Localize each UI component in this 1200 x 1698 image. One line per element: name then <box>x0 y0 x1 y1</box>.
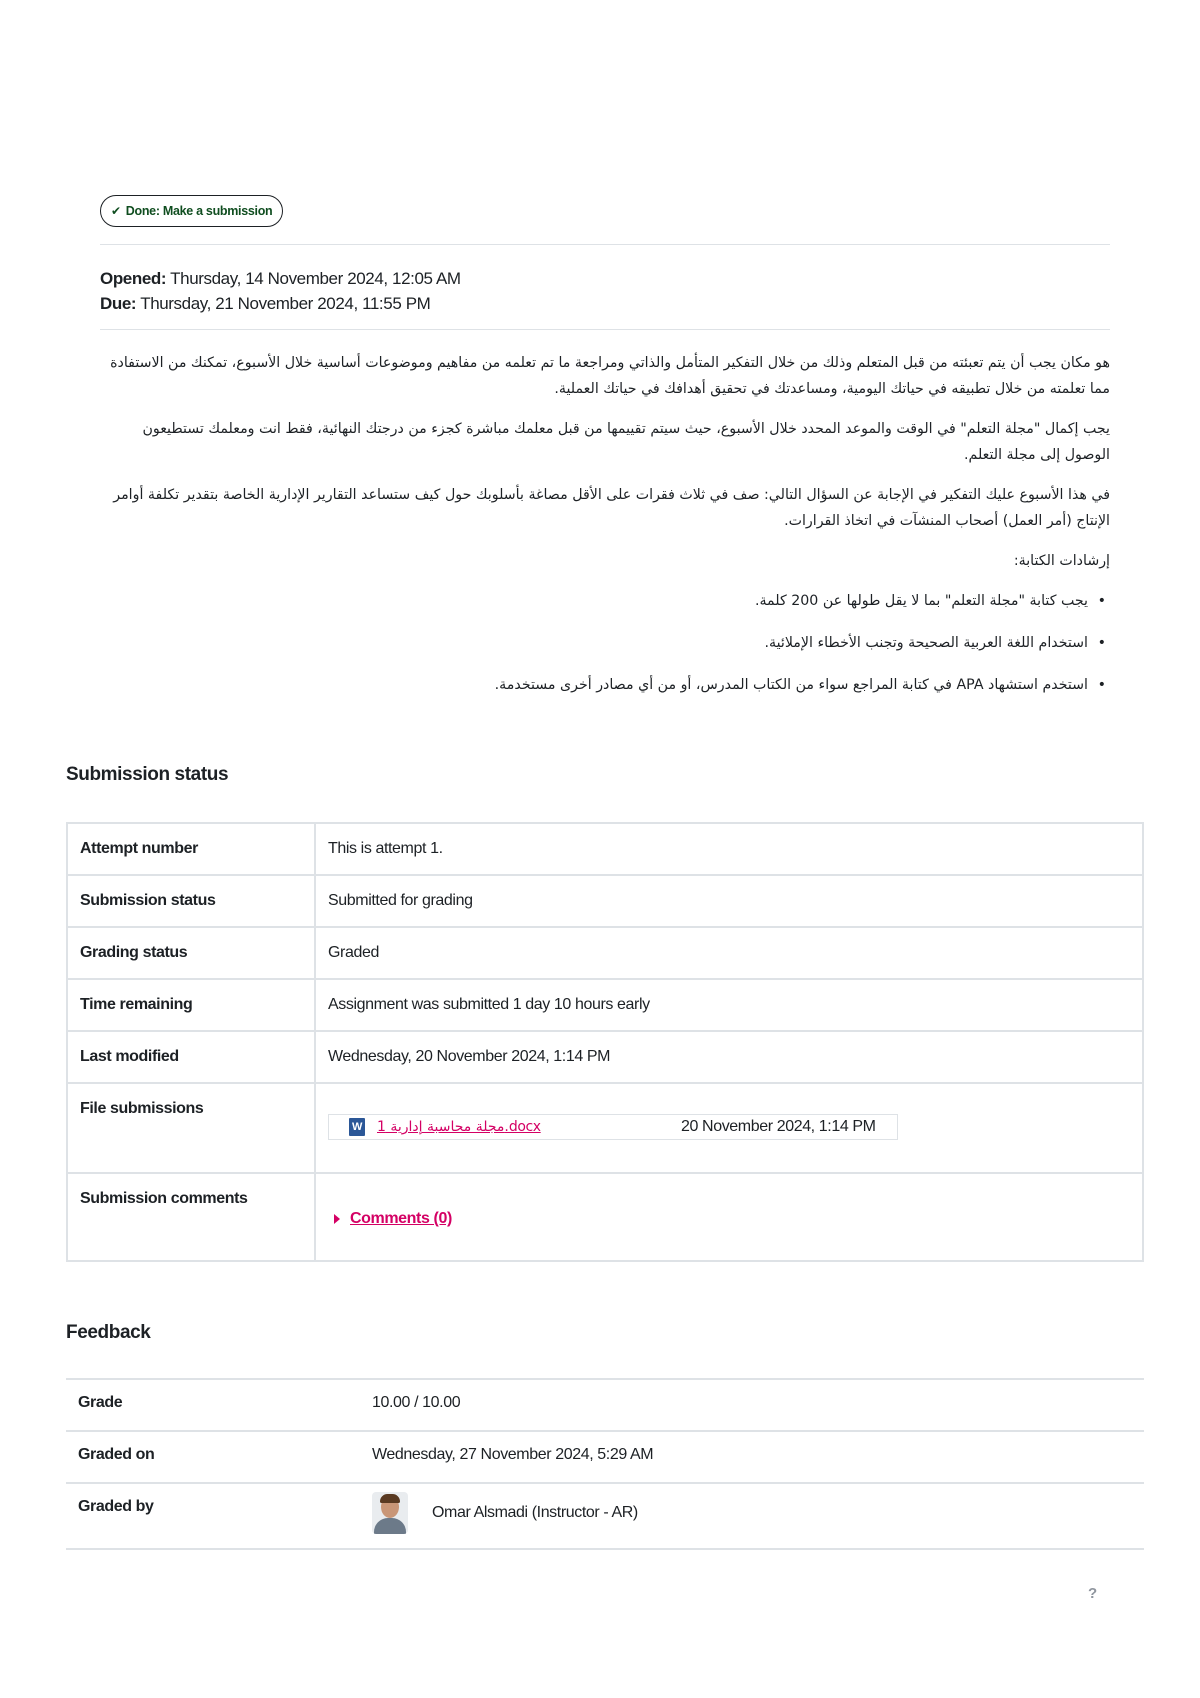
table-row <box>67 823 1143 875</box>
feedback-table <box>66 1378 1144 1550</box>
help-icon[interactable]: ? <box>1088 1585 1098 1602</box>
row-label: Graded on <box>66 1431 360 1483</box>
completion-label: Done: Make a submission <box>125 204 273 218</box>
word-doc-icon: W <box>349 1118 365 1136</box>
guideline-item: • استخدم استشهاد APA في كتابة المراجع سواء من الكتاب المدرس، أو من أي مصادر أخرى مستخدمة. <box>100 672 1110 698</box>
row-value <box>315 1083 1143 1173</box>
row-value: Wednesday, 20 November 2024, 1:14 PM <box>315 1031 1143 1083</box>
table-row <box>67 1031 1143 1083</box>
grader-name[interactable]: Omar Alsmadi (Instructor - AR) <box>432 1504 638 1521</box>
file-date: 20 November 2024, 1:14 PM <box>681 1118 876 1135</box>
check-icon: ✔ <box>111 204 121 218</box>
row-value <box>315 1173 1143 1261</box>
table-row <box>67 1173 1143 1261</box>
file-link[interactable]: مجلة محاسبة إدارية 1.docx <box>377 1119 541 1135</box>
grade-value: 10.00 / 10.00 <box>360 1379 1144 1431</box>
table-row <box>67 927 1143 979</box>
opened-date: Opened: Thursday, 14 November 2024, 12:05 AM <box>100 269 461 288</box>
table-row <box>66 1483 1144 1549</box>
assignment-description <box>100 350 1110 714</box>
description-paragraph: يجب إكمال "مجلة التعلم" في الوقت والموعد المحدد خلال الأسبوع، حيث سيتم تقييمها من قبل معلمك مباشرة كجزء من درجتك النهائية، فقط انت ومعلمك تستطيعون الوصول إلى مجلة التعلم. <box>142 421 1110 463</box>
row-value: Graded <box>315 927 1143 979</box>
row-value: Submitted for grading <box>315 875 1143 927</box>
guidelines-list <box>100 588 1110 698</box>
table-row <box>67 875 1143 927</box>
submission-status-table <box>66 822 1144 1262</box>
row-label: Attempt number <box>67 823 315 875</box>
row-label: Graded by <box>66 1483 360 1549</box>
description-paragraph: في هذا الأسبوع عليك التفكير في الإجابة عن السؤال التالي: صف في ثلاث فقرات على الأقل مصاغة بأسلوبك حول كيف ستساعد التقارير الإدارية الخاصة بتقدير تكلفة أوامر الإنتاج (أمر العمل) أصحاب المنشآت في اتخاذ القرارات. <box>113 487 1110 529</box>
graded-by-value <box>360 1483 1144 1549</box>
row-value: Assignment was submitted 1 day 10 hours early <box>315 979 1143 1031</box>
table-row <box>66 1431 1144 1483</box>
row-label: Submission comments <box>67 1173 315 1261</box>
table-row <box>67 1083 1143 1173</box>
guidelines-title: إرشادات الكتابة: <box>1013 553 1110 569</box>
guideline-item: • يجب كتابة "مجلة التعلم" بما لا يقل طولها عن 200 كلمة. <box>100 588 1110 614</box>
description-paragraph: هو مكان يجب أن يتم تعبئته من قبل المتعلم وذلك من خلال التفكير المتأمل والذاتي ومراجعة ما تم تعلمه من مفاهيم وموضوعات أساسية خلال الأسبوع، تمكنك من الاستفادة مما تعلمته من خلال تطبيقه في حياتك اليومية، ومساعدتك في تحقيق أهدافك في حياتك العملية. <box>110 355 1110 397</box>
due-date: Due: Thursday, 21 November 2024, 11:55 PM <box>100 294 431 313</box>
row-label: Grading status <box>67 927 315 979</box>
feedback-heading: Feedback <box>66 1322 151 1343</box>
table-row <box>67 979 1143 1031</box>
table-row <box>66 1379 1144 1431</box>
comments-link[interactable]: Comments (0) <box>350 1210 452 1227</box>
assignment-dates <box>100 266 461 316</box>
caret-right-icon <box>334 1214 340 1224</box>
row-value: This is attempt 1. <box>315 823 1143 875</box>
row-label: Last modified <box>67 1031 315 1083</box>
comments-toggle[interactable] <box>328 1210 1130 1228</box>
completion-badge <box>100 195 283 227</box>
guideline-item: • استخدام اللغة العربية الصحيحة وتجنب الأخطاء الإملائية. <box>100 630 1110 656</box>
submission-status-heading: Submission status <box>66 764 229 785</box>
row-label: File submissions <box>67 1083 315 1173</box>
graded-on-value: Wednesday, 27 November 2024, 5:29 AM <box>360 1431 1144 1483</box>
row-label: Grade <box>66 1379 360 1431</box>
avatar[interactable] <box>372 1492 408 1534</box>
divider <box>100 244 1110 245</box>
divider <box>100 329 1110 330</box>
row-label: Time remaining <box>67 979 315 1031</box>
row-label: Submission status <box>67 875 315 927</box>
file-entry <box>328 1114 898 1140</box>
